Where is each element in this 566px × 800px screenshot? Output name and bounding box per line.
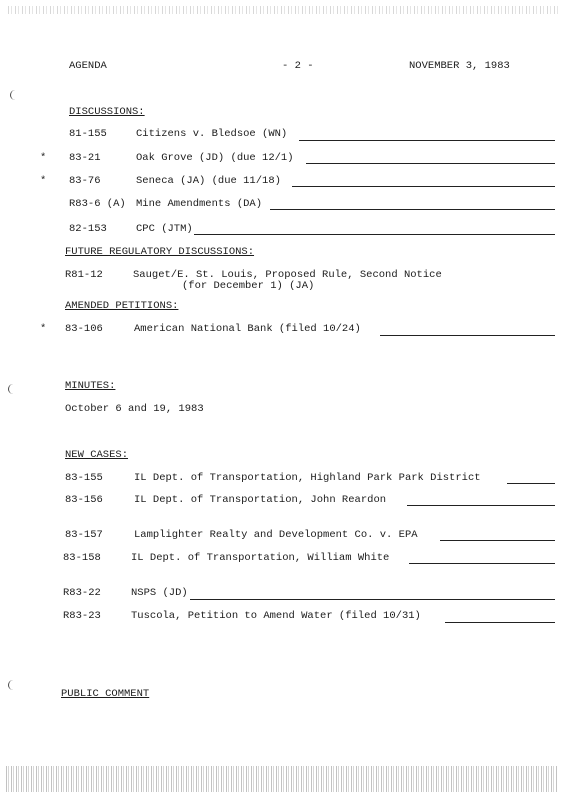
blank-line	[270, 209, 555, 210]
scan-noise-top	[8, 6, 558, 14]
blank-line	[190, 599, 555, 600]
case-number: 83-155	[65, 472, 103, 484]
case-number: R83-22	[63, 587, 101, 599]
case-title: CPC (JTM)	[136, 223, 193, 235]
case-title: Tuscola, Petition to Amend Water (filed 10/31)	[131, 610, 421, 622]
section-heading-minutes: MINUTES:	[65, 380, 116, 392]
case-title: American National Bank (filed 10/24)	[134, 323, 361, 335]
case-number: 83-158	[63, 552, 101, 564]
case-number: 83-157	[65, 529, 103, 541]
case-number: 83-76	[69, 175, 101, 187]
agenda-title: AGENDA	[69, 60, 107, 72]
case-title: Citizens v. Bledsoe (WN)	[136, 128, 288, 140]
blank-line	[507, 483, 555, 484]
blank-line	[292, 186, 555, 187]
case-number: R81-12	[65, 269, 103, 281]
blank-line	[380, 335, 555, 336]
case-title: IL Dept. of Transportation, William White	[131, 552, 390, 564]
margin-mark	[8, 384, 15, 394]
case-number: 83-21	[69, 152, 101, 164]
case-number: R83-6 (A)	[69, 198, 126, 210]
case-title: NSPS (JD)	[131, 587, 188, 599]
section-heading-public-comment: PUBLIC COMMENT	[61, 688, 150, 700]
case-number: 83-106	[65, 323, 103, 335]
blank-line	[440, 540, 555, 541]
case-title: IL Dept. of Transportation, John Reardon	[134, 494, 387, 506]
case-title-continued: (for December 1) (JA)	[182, 280, 315, 292]
margin-mark	[10, 90, 17, 100]
case-title: IL Dept. of Transportation, Highland Park Park District	[134, 472, 481, 484]
margin-mark	[8, 680, 15, 690]
case-number: R83-23	[63, 610, 101, 622]
case-number: 83-156	[65, 494, 103, 506]
blank-line	[409, 563, 555, 564]
star-marker: *	[40, 323, 47, 335]
blank-line	[306, 163, 555, 164]
page-number: - 2 -	[282, 60, 314, 72]
star-marker: *	[40, 175, 47, 187]
case-title: Mine Amendments (DA)	[136, 198, 263, 210]
case-title: Oak Grove (JD) (due 12/1)	[136, 152, 294, 164]
section-heading-amended: AMENDED PETITIONS:	[65, 300, 179, 312]
star-marker: *	[40, 152, 47, 164]
meeting-date: NOVEMBER 3, 1983	[409, 60, 510, 72]
blank-line	[445, 622, 555, 623]
section-heading-discussions: DISCUSSIONS:	[69, 106, 145, 118]
section-heading-new-cases: NEW CASES:	[65, 449, 129, 461]
case-title: Seneca (JA) (due 11/18)	[136, 175, 281, 187]
case-number: 82-153	[69, 223, 107, 235]
section-heading-future: FUTURE REGULATORY DISCUSSIONS:	[65, 246, 255, 258]
blank-line	[299, 140, 555, 141]
minutes-dates: October 6 and 19, 1983	[65, 403, 204, 415]
case-title: Sauget/E. St. Louis, Proposed Rule, Second Notice	[133, 269, 442, 281]
case-number: 81-155	[69, 128, 107, 140]
blank-line	[194, 234, 555, 235]
blank-line	[407, 505, 555, 506]
scan-noise-bottom	[6, 766, 558, 792]
case-title: Lamplighter Realty and Development Co. v. EPA	[134, 529, 418, 541]
